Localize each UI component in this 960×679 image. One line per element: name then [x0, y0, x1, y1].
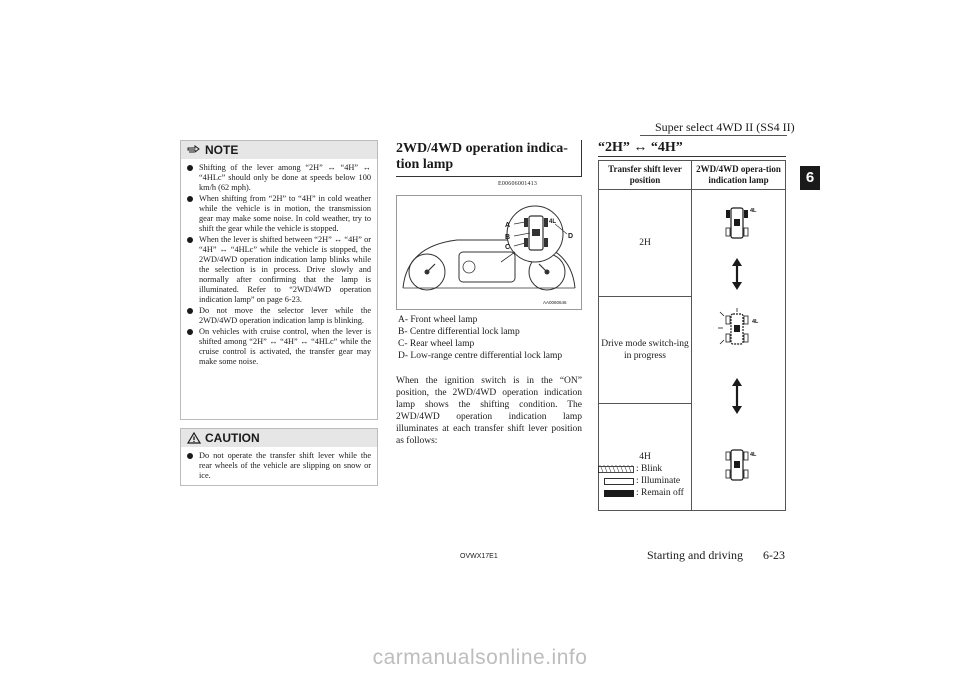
legend-remain-off-label: : Remain off: [636, 488, 684, 498]
illuminate-swatch-icon: [604, 477, 634, 486]
figure-label-d: D: [568, 233, 574, 240]
instrument-cluster-figure: [396, 195, 582, 310]
lamp-4l-text: 4L: [750, 208, 757, 214]
figure-label-a: A: [505, 222, 511, 229]
lamp-sequence-illustration: [692, 200, 784, 500]
legend-remain-off: [598, 487, 684, 499]
blink-swatch-icon: [598, 465, 634, 474]
car-lamp-icon-4h: [726, 450, 757, 480]
note-header: [181, 141, 377, 159]
instrument-cluster-illustration: [397, 196, 581, 309]
note-item: Do not move the selector lever while the 2WD/4WD operation indication lamp is blinking.: [187, 306, 371, 326]
table-row-4h: 4H: [599, 404, 692, 511]
legend-blink-label: : Blink: [636, 464, 663, 474]
bullet-icon: [187, 237, 193, 243]
document-code: OVWX17E1: [460, 553, 498, 560]
lamp-item: C- Rear wheel lamp: [398, 339, 475, 349]
note-item: When shifting from “2H” to “4H” in cold weather while the vehicle is in motion, the transmission gear may make some noise. In cold weather, try to shift the gear while the vehicle is stopped.: [187, 194, 371, 234]
lamp-4l-text: 4L: [752, 319, 759, 325]
chapter-tab: 6: [800, 166, 820, 190]
lamp-sequence-cell: [692, 190, 786, 511]
lamp-item: A- Front wheel lamp: [398, 315, 478, 325]
car-lamp-icon-blinking: [718, 308, 759, 344]
figure-lamp-text: 4L: [549, 219, 557, 225]
section-title: 2WD/4WD operation indica-tion lamp: [396, 141, 568, 172]
caution-box: [180, 428, 378, 486]
header-rule: [640, 135, 787, 136]
shift-subsection-title: “2H” ↔ “4H”: [598, 140, 683, 155]
caution-label: CAUTION: [205, 431, 260, 445]
body-paragraph: When the ignition switch is in the “ON” position, the 2WD/4WD operation indication lamp shows the shifting condition. The 2WD/4WD operation indication lamp illuminates at each transfer shift lever position as follows:: [396, 376, 582, 446]
table-header-position: Transfer shift lever position: [599, 161, 692, 190]
title-rule-vertical: [581, 140, 582, 176]
warning-triangle-icon: [187, 432, 201, 444]
table-row-2h: 2H: [599, 190, 692, 297]
note-box: [180, 140, 378, 420]
figure-code: AA0060646: [543, 300, 567, 305]
lamp-item: D- Low-range centre differential lock lamp: [398, 351, 563, 361]
note-item: On vehicles with cruise control, when the lever is shifted among “2H” ↔ “4H” ↔ “4HLc” while the cruise control is activated, the transfer gear may make some noise.: [187, 327, 371, 367]
figure-label-b: B: [505, 234, 511, 241]
figure-label-c: C: [505, 244, 511, 251]
footer-section-name: Starting and driving: [647, 548, 743, 562]
lamp-item: B- Centre differential lock lamp: [398, 327, 520, 337]
double-arrow-icon: [732, 378, 742, 414]
table-row-switching: Drive mode switch-ing in progress: [599, 297, 692, 404]
car-lamp-icon-2h: [726, 208, 757, 238]
legend-blink: [598, 463, 684, 475]
subsection-rule: [598, 156, 786, 157]
bullet-icon: [187, 308, 193, 314]
lamp-state-legend: [598, 463, 684, 499]
watermark-text: carmanualsonline.info: [372, 646, 588, 669]
title-rule-horizontal: [396, 176, 582, 177]
legend-illuminate: [598, 475, 684, 487]
shift-lamp-table: [598, 160, 786, 511]
double-arrow-icon: [732, 258, 742, 290]
running-header: Super select 4WD II (SS4 II): [655, 120, 795, 134]
remain-off-swatch-icon: [604, 489, 634, 498]
note-item: When the lever is shifted between “2H” ↔ “4H” or “4H” ↔ “4HLc” while the vehicle is stopped, the 2WD/4WD operation indication lamp blinks while the selection is in process. Drive slowly and normally after confirming that the lamp is illuminated. Refer to “2WD/4WD operation indication lamp” on page 6-23.: [187, 235, 371, 305]
note-list: [181, 159, 377, 367]
bullet-icon: [187, 165, 193, 171]
lamp-4l-text: 4L: [750, 452, 757, 458]
bullet-icon: [187, 196, 193, 202]
bullet-icon: [187, 453, 193, 459]
reference-code: E00606001413: [498, 181, 538, 187]
caution-list: [181, 447, 377, 481]
note-item: Shifting of the lever among “2H” ↔ “4H” ↔ “4HLc” should only be done at speeds below 100 km/h (62 mph).: [187, 163, 371, 193]
caution-header: [181, 429, 377, 447]
legend-illuminate-label: : Illuminate: [636, 476, 681, 486]
note-hand-icon: [187, 145, 201, 156]
lamp-legend-list: [398, 314, 562, 362]
page-number: 6-23: [763, 548, 785, 562]
caution-item: Do not operate the transfer shift lever while the rear wheels of the vehicle are slipping on snow or ice.: [187, 451, 371, 481]
note-label: NOTE: [205, 143, 239, 157]
table-header-lamp: 2WD/4WD opera-tion indication lamp: [692, 161, 786, 190]
bullet-icon: [187, 329, 193, 335]
